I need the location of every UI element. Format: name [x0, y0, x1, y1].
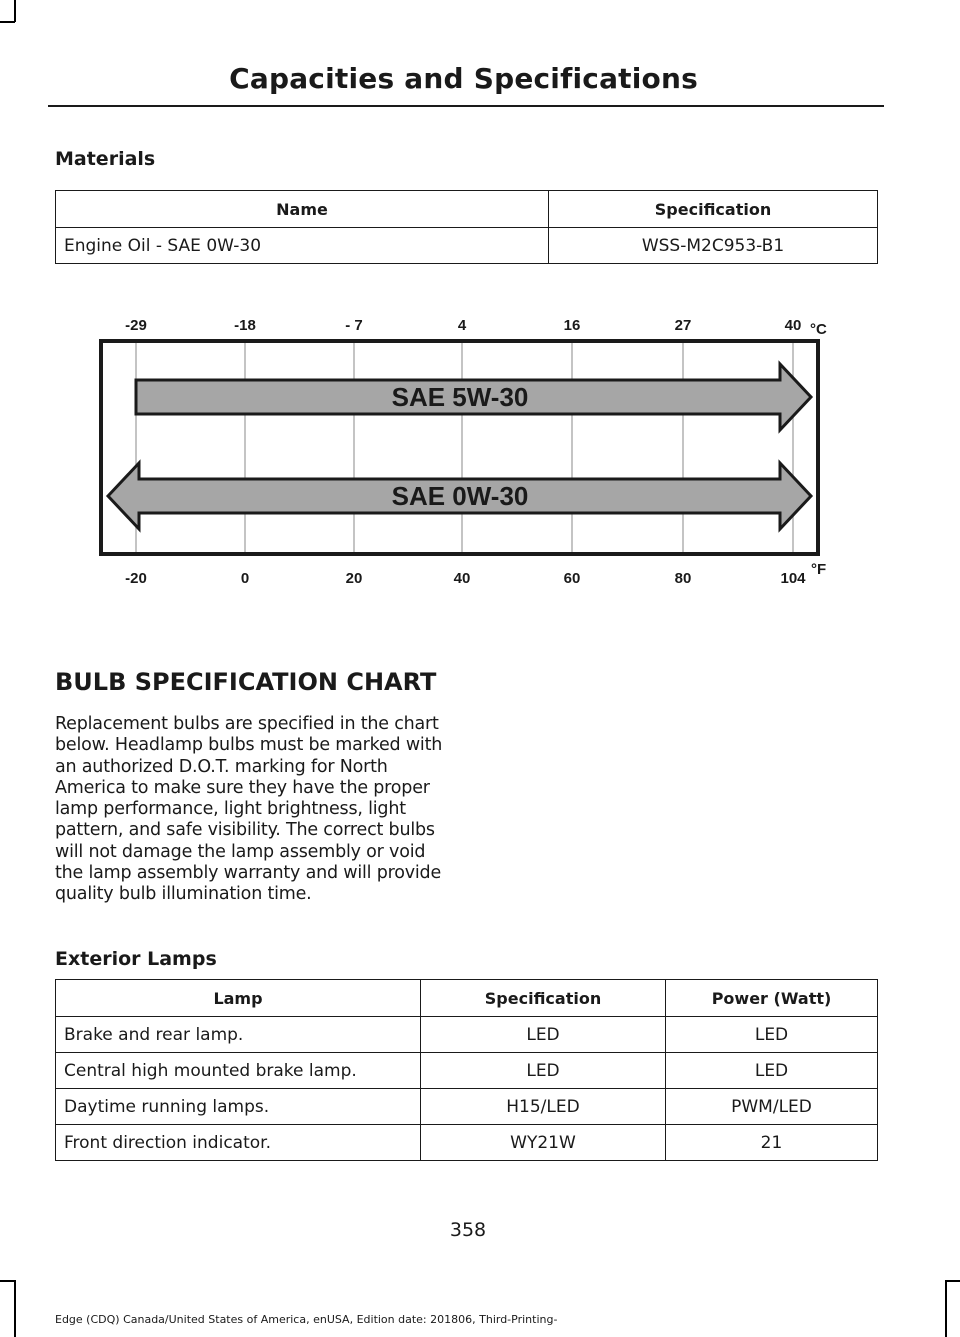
table-header-row	[56, 191, 878, 228]
celsius-tick-label: 40	[784, 317, 802, 334]
materials-table	[55, 190, 878, 264]
table-cell: 21	[666, 1125, 878, 1161]
column-header: Specification	[421, 980, 666, 1017]
table-cell: LED	[421, 1017, 666, 1053]
crop-mark	[945, 1280, 947, 1337]
table-row	[56, 1089, 878, 1125]
fahrenheit-tick-label: 60	[563, 570, 581, 587]
celsius-tick-label: -29	[125, 317, 147, 334]
oil-grade-label: SAE 5W-30	[391, 382, 529, 412]
table-cell: Daytime running lamps.	[56, 1089, 421, 1125]
page-number: 358	[449, 1219, 487, 1241]
header-divider	[48, 105, 884, 107]
fahrenheit-tick-label: 20	[345, 570, 363, 587]
fahrenheit-tick-label: 40	[453, 570, 471, 587]
page-title: Capacities and Specifications	[229, 62, 698, 95]
crop-mark	[14, 0, 16, 22]
column-header: Specification	[549, 191, 878, 228]
table-cell: Brake and rear lamp.	[56, 1017, 421, 1053]
table-row	[56, 1053, 878, 1089]
celsius-tick-label: -18	[234, 317, 256, 334]
table-row	[56, 1017, 878, 1053]
celsius-tick-label: 16	[563, 317, 581, 334]
table-cell: H15/LED	[421, 1089, 666, 1125]
column-header: Lamp	[56, 980, 421, 1017]
table-cell: LED	[666, 1053, 878, 1089]
oil-viscosity-chart	[96, 308, 846, 593]
table-cell: WY21W	[421, 1125, 666, 1161]
fahrenheit-tick-label: 0	[240, 570, 250, 587]
table-row	[56, 1125, 878, 1161]
footer-text: Edge (CDQ) Canada/United States of America, enUSA, Edition date: 201806, Third-Printing-	[55, 1313, 558, 1326]
column-header: Power (Watt)	[666, 980, 878, 1017]
crop-mark	[945, 1280, 960, 1282]
table-cell: LED	[666, 1017, 878, 1053]
table-cell: WSS-M2C953-B1	[549, 228, 878, 264]
table-header-row	[56, 980, 878, 1017]
body-paragraph: Replacement bulbs are specified in the chart below. Headlamp bulbs must be marked with an authorized D.O.T. marking for North America to make sure they have the proper lamp performance, light brightness, light pattern, and safe visibility. The correct bulbs will not damage the lamp assembly or void the lamp assembly warranty and will provide quality bulb illumination time.	[55, 714, 443, 905]
fahrenheit-tick-label: -20	[125, 570, 147, 587]
crop-mark	[0, 21, 15, 23]
section-heading: BULB SPECIFICATION CHART	[55, 668, 437, 696]
celsius-tick-label: 27	[674, 317, 692, 334]
column-header: Name	[56, 191, 549, 228]
exterior-lamps-label: Exterior Lamps	[55, 948, 217, 970]
table-cell: PWM/LED	[666, 1089, 878, 1125]
celsius-unit-label: °C	[810, 321, 827, 338]
table-cell: LED	[421, 1053, 666, 1089]
table-cell: Engine Oil - SAE 0W-30	[56, 228, 549, 264]
fahrenheit-tick-label: 104	[780, 570, 806, 587]
oil-grade-label: SAE 0W-30	[391, 481, 529, 511]
materials-label: Materials	[55, 148, 156, 170]
table-cell: Central high mounted brake lamp.	[56, 1053, 421, 1089]
table-row	[56, 228, 878, 264]
chart-frame	[101, 341, 818, 554]
crop-mark	[0, 1280, 15, 1282]
exterior-lamps-table	[55, 979, 878, 1161]
table-cell: Front direction indicator.	[56, 1125, 421, 1161]
fahrenheit-unit-label: °F	[811, 561, 827, 578]
celsius-tick-label: 4	[457, 317, 467, 334]
fahrenheit-tick-label: 80	[674, 570, 692, 587]
celsius-tick-label: - 7	[345, 317, 363, 334]
crop-mark	[14, 1280, 16, 1337]
